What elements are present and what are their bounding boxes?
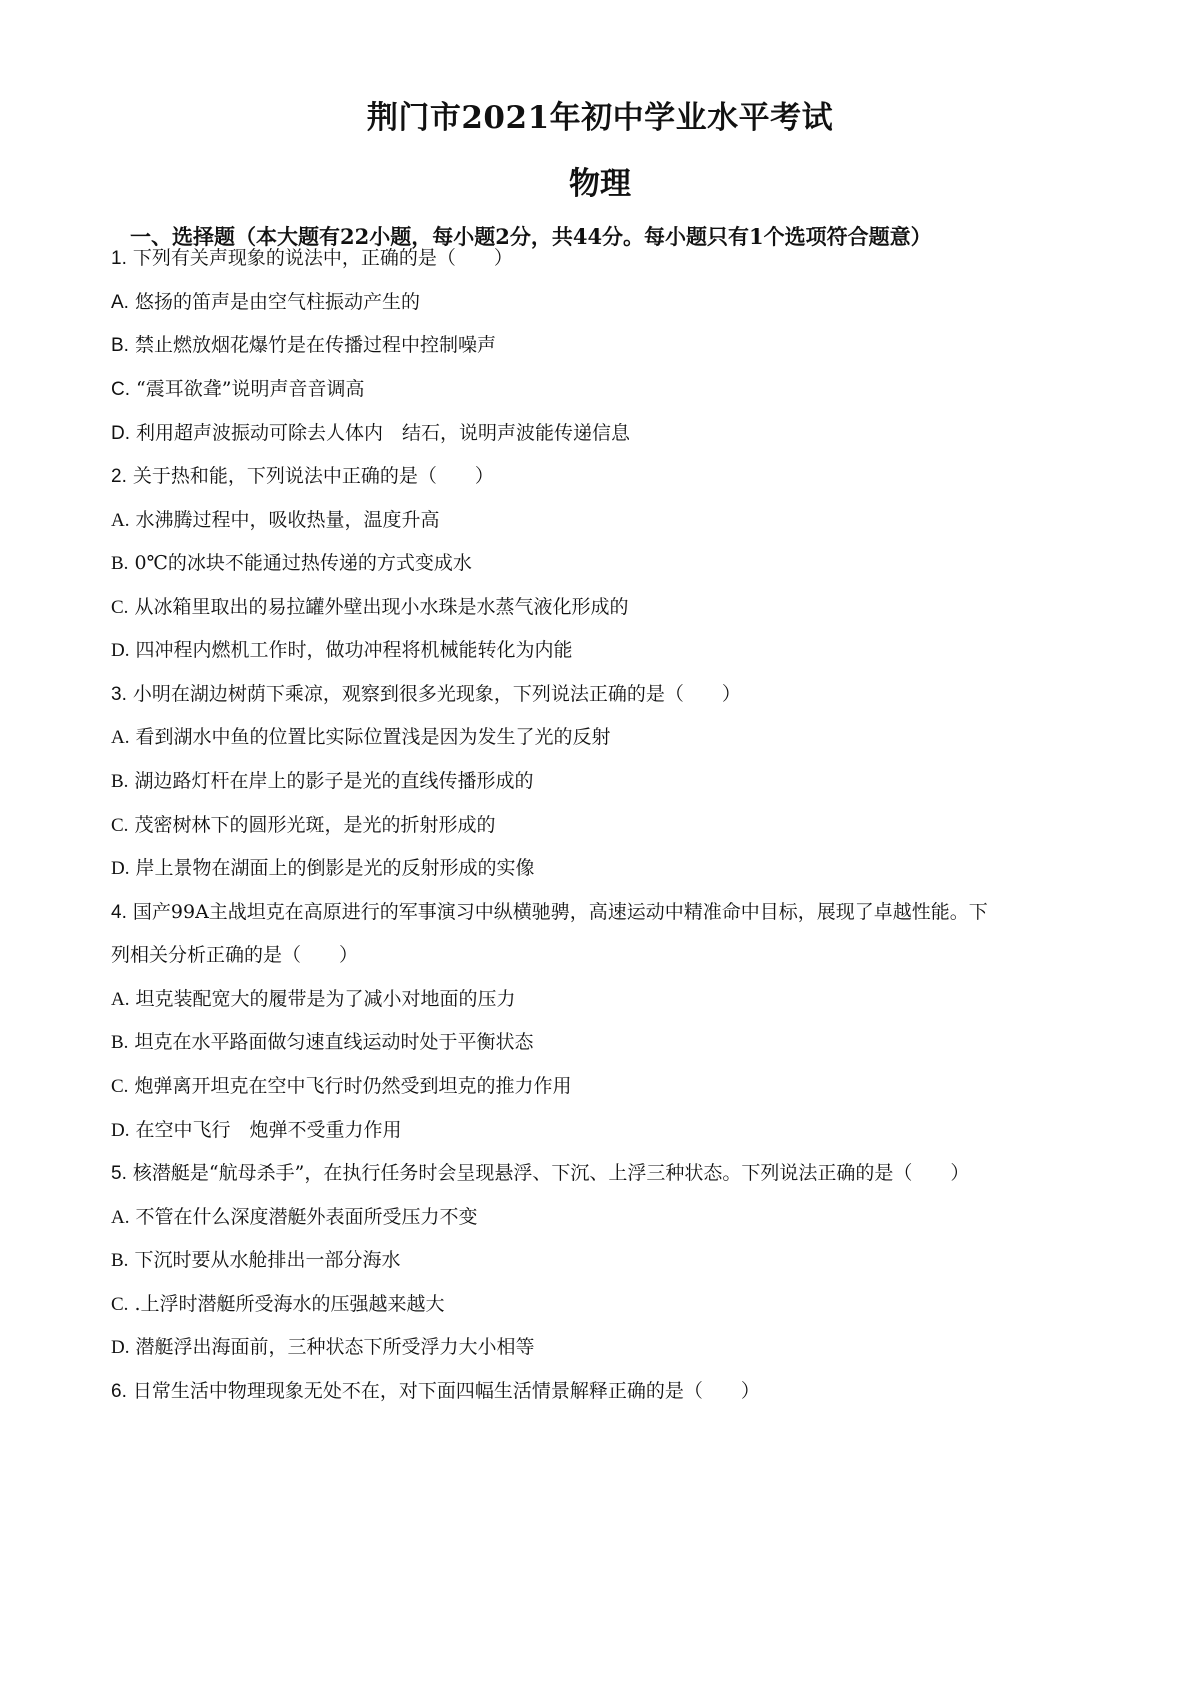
question-4-option-b <box>111 1028 534 1057</box>
option-letter: A. <box>111 727 130 748</box>
question-3-option-d <box>111 854 535 883</box>
question-text: 关于热和能，下列说法中正确的是（ ） <box>132 465 494 487</box>
option-letter: A. <box>111 989 130 1010</box>
question-2-option-d <box>111 636 573 665</box>
question-text: 下列有关声现象的说法中，正确的是（ ） <box>132 247 513 269</box>
question-number: 6. <box>111 1381 127 1402</box>
question-1-option-b <box>111 331 496 360</box>
question-number: 4. <box>111 902 127 923</box>
question-text: 核潜艇是“航母杀手”，在执行任务时会呈现悬浮、下沉、上浮三种状态。下列说法正确的是（ ） <box>132 1162 970 1184</box>
option-text: 坦克装配宽大的履带是为了减小对地面的压力 <box>135 988 516 1010</box>
option-letter: A. <box>111 510 130 531</box>
exam-title: 荆门市2021年初中学业水平考试 <box>366 100 834 136</box>
question-number: 5. <box>111 1163 127 1184</box>
question-3-option-a <box>111 723 611 752</box>
option-text: 湖边路灯杆在岸上的影子是光的直线传播形成的 <box>134 770 534 792</box>
question-1-stem <box>111 244 513 273</box>
question-5-option-d <box>111 1333 535 1362</box>
question-text: 小明在湖边树荫下乘凉，观察到很多光现象，下列说法正确的是（ ） <box>132 683 741 705</box>
question-5-option-a <box>111 1203 478 1232</box>
option-text: 坦克在水平路面做匀速直线运动时处于平衡状态 <box>134 1031 534 1053</box>
option-text: 在空中飞行 炮弹不受重力作用 <box>135 1119 402 1141</box>
question-4-stem <box>111 898 988 927</box>
option-letter: C. <box>111 815 129 836</box>
option-text: 悠扬的笛声是由空气柱振动产生的 <box>135 291 421 313</box>
option-text: 禁止燃放烟花爆竹是在传播过程中控制噪声 <box>135 334 497 356</box>
option-letter: B. <box>111 1032 129 1053</box>
question-4-option-d <box>111 1116 402 1145</box>
question-1-option-d <box>111 419 630 448</box>
question-5-stem <box>111 1159 969 1188</box>
question-4-option-c <box>111 1072 572 1101</box>
exam-subject: 物理 <box>569 166 631 202</box>
question-2-option-c <box>111 593 629 622</box>
option-letter: C. <box>111 1076 129 1097</box>
option-letter: D. <box>111 858 130 879</box>
section-heading: 一、选择题（本大题有22小题，每小题2分，共44分。每小题只有1个选项符合题意） <box>130 224 932 249</box>
option-letter: D. <box>111 1120 130 1141</box>
option-text: 利用超声波振动可除去人体内 结石，说明声波能传递信息 <box>136 422 631 444</box>
option-letter: D. <box>111 1337 130 1358</box>
question-1-option-c <box>111 375 364 404</box>
option-text: 不管在什么深度潜艇外表面所受压力不变 <box>135 1206 478 1228</box>
question-text: 日常生活中物理现象无处不在，对下面四幅生活情景解释正确的是（ ） <box>132 1380 760 1402</box>
option-letter: B. <box>111 335 129 356</box>
option-letter: B. <box>111 553 129 574</box>
option-letter: D. <box>111 423 130 444</box>
question-5-option-b <box>111 1246 401 1275</box>
question-text-continued: 列相关分析正确的是（ ） <box>111 944 359 966</box>
question-3-option-b <box>111 767 534 796</box>
option-letter: A. <box>111 292 129 313</box>
option-text: 0℃的冰块不能通过热传递的方式变成水 <box>134 552 472 574</box>
question-1-option-a <box>111 288 420 317</box>
option-text: 潜艇浮出海面前，三种状态下所受浮力大小相等 <box>135 1336 535 1358</box>
option-letter: A. <box>111 1207 130 1228</box>
question-6-stem <box>111 1377 760 1406</box>
option-letter: C. <box>111 379 130 400</box>
option-text: 水沸腾过程中，吸收热量，温度升高 <box>135 509 440 531</box>
question-5-option-c <box>111 1290 445 1319</box>
option-text: 下沉时要从水舱排出一部分海水 <box>134 1249 401 1271</box>
question-2-option-b <box>111 549 472 578</box>
option-letter: D. <box>111 640 130 661</box>
option-text: 看到湖水中鱼的位置比实际位置浅是因为发生了光的反射 <box>135 726 611 748</box>
option-letter: B. <box>111 771 129 792</box>
question-number: 3. <box>111 684 127 705</box>
option-text: 茂密树林下的圆形光斑，是光的折射形成的 <box>134 814 496 836</box>
option-letter: C. <box>111 1294 129 1315</box>
question-number: 1. <box>111 248 127 269</box>
option-letter: C. <box>111 597 129 618</box>
option-letter: B. <box>111 1250 129 1271</box>
option-text: “震耳欲聋”说明声音音调高 <box>136 378 365 400</box>
option-text: .上浮时潜艇所受海水的压强越来越大 <box>134 1293 445 1315</box>
option-text: 从冰箱里取出的易拉罐外壁出现小水珠是水蒸气液化形成的 <box>134 596 629 618</box>
question-text: 国产99A主战坦克在高原进行的军事演习中纵横驰骋，高速运动中精准命中目标，展现了卓越性能。下 <box>132 901 988 923</box>
question-4-option-a <box>111 985 516 1014</box>
option-text: 岸上景物在湖面上的倒影是光的反射形成的实像 <box>135 857 535 879</box>
question-4-stem-continued <box>111 941 358 969</box>
option-text: 炮弹离开坦克在空中飞行时仍然受到坦克的推力作用 <box>134 1075 572 1097</box>
question-3-option-c <box>111 811 496 840</box>
question-number: 2. <box>111 466 127 487</box>
option-text: 四冲程内燃机工作时，做功冲程将机械能转化为内能 <box>135 639 573 661</box>
question-3-stem <box>111 680 741 709</box>
question-2-stem <box>111 462 494 491</box>
question-2-option-a <box>111 506 440 535</box>
